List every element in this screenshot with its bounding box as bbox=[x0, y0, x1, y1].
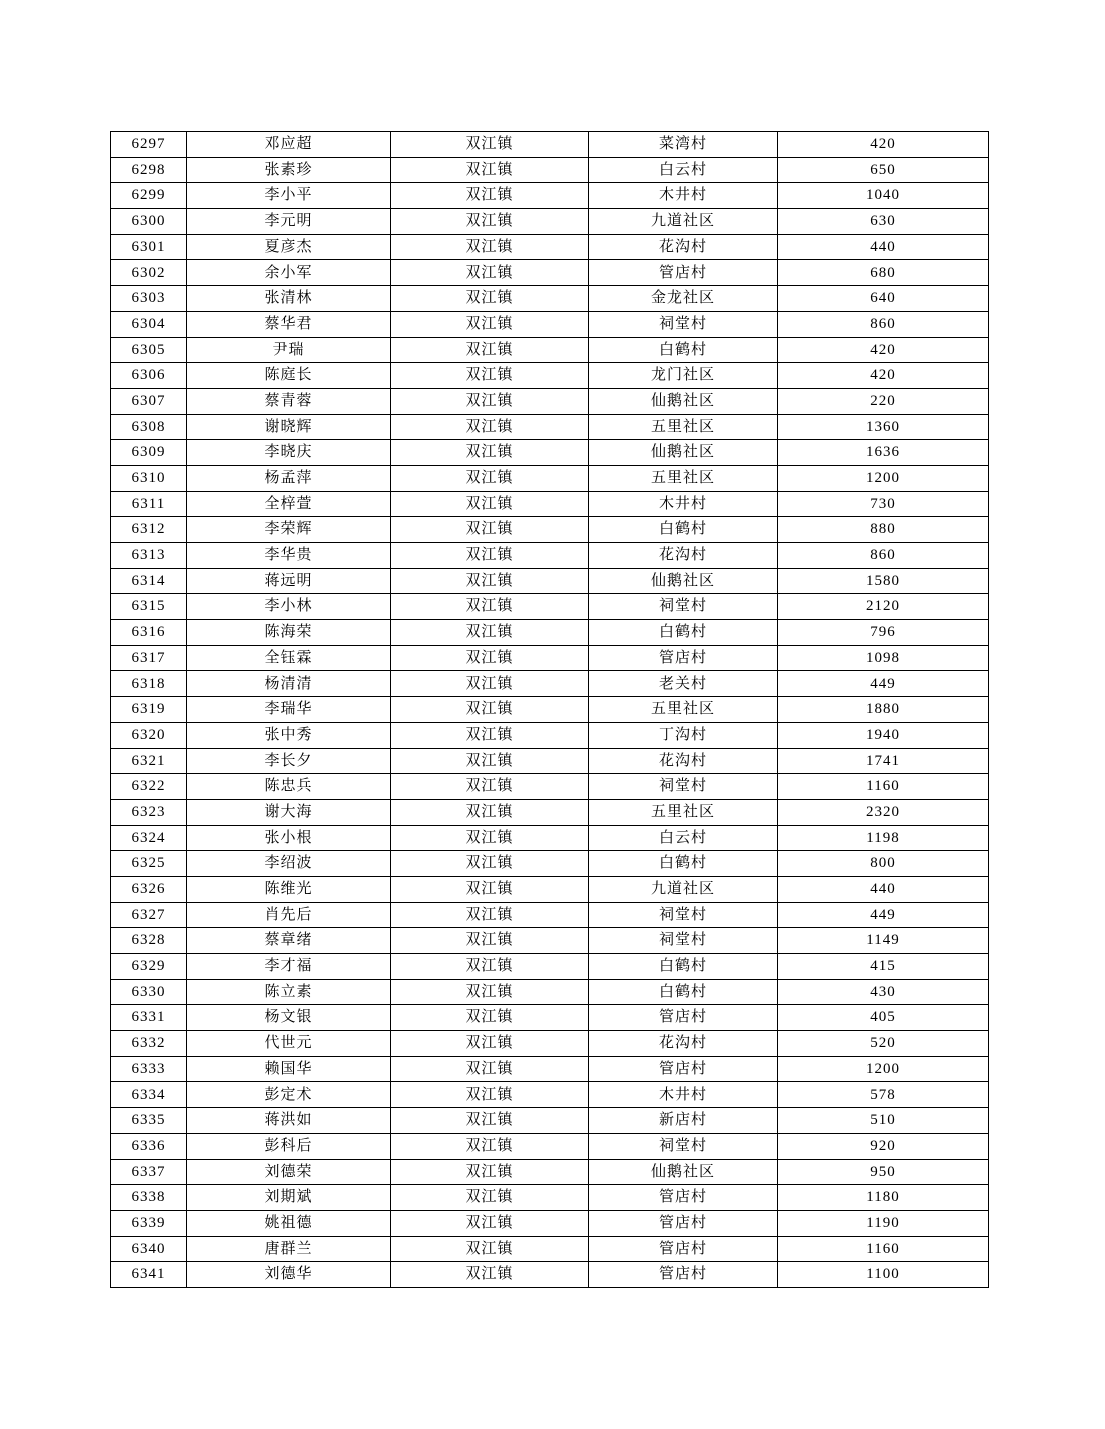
cell-amount: 430 bbox=[778, 979, 989, 1005]
cell-village: 花沟村 bbox=[589, 543, 778, 569]
cell-amount: 796 bbox=[778, 620, 989, 646]
cell-village: 金龙社区 bbox=[589, 286, 778, 312]
cell-town: 双江镇 bbox=[391, 902, 589, 928]
cell-amount: 1636 bbox=[778, 440, 989, 466]
table-row bbox=[111, 594, 989, 620]
cell-village: 丁沟村 bbox=[589, 722, 778, 748]
cell-name: 杨孟萍 bbox=[187, 465, 391, 491]
cell-name: 全钰霖 bbox=[187, 645, 391, 671]
cell-name: 赖国华 bbox=[187, 1056, 391, 1082]
cell-amount: 650 bbox=[778, 157, 989, 183]
cell-village: 祠堂村 bbox=[589, 1133, 778, 1159]
cell-village: 仙鹅社区 bbox=[589, 440, 778, 466]
table-row bbox=[111, 954, 989, 980]
cell-town: 双江镇 bbox=[391, 363, 589, 389]
cell-name: 李华贵 bbox=[187, 543, 391, 569]
table-row bbox=[111, 1262, 989, 1288]
cell-amount: 1360 bbox=[778, 414, 989, 440]
table-row bbox=[111, 1185, 989, 1211]
cell-id: 6338 bbox=[111, 1185, 187, 1211]
table-row bbox=[111, 517, 989, 543]
cell-town: 双江镇 bbox=[391, 851, 589, 877]
cell-village: 白鹤村 bbox=[589, 979, 778, 1005]
cell-id: 6306 bbox=[111, 363, 187, 389]
table-row bbox=[111, 440, 989, 466]
cell-amount: 415 bbox=[778, 954, 989, 980]
cell-id: 6321 bbox=[111, 748, 187, 774]
cell-name: 蔡华君 bbox=[187, 311, 391, 337]
cell-name: 谢晓辉 bbox=[187, 414, 391, 440]
table-row bbox=[111, 311, 989, 337]
cell-name: 李小平 bbox=[187, 183, 391, 209]
cell-village: 祠堂村 bbox=[589, 594, 778, 620]
table-row bbox=[111, 1210, 989, 1236]
roster-table-body bbox=[111, 132, 989, 1288]
cell-name: 张素珍 bbox=[187, 157, 391, 183]
cell-id: 6308 bbox=[111, 414, 187, 440]
cell-id: 6325 bbox=[111, 851, 187, 877]
cell-town: 双江镇 bbox=[391, 645, 589, 671]
cell-id: 6334 bbox=[111, 1082, 187, 1108]
cell-id: 6328 bbox=[111, 928, 187, 954]
cell-town: 双江镇 bbox=[391, 414, 589, 440]
table-row bbox=[111, 1056, 989, 1082]
cell-town: 双江镇 bbox=[391, 311, 589, 337]
cell-village: 仙鹅社区 bbox=[589, 568, 778, 594]
table-row bbox=[111, 1031, 989, 1057]
cell-town: 双江镇 bbox=[391, 1185, 589, 1211]
cell-town: 双江镇 bbox=[391, 1108, 589, 1134]
cell-name: 刘德华 bbox=[187, 1262, 391, 1288]
cell-id: 6316 bbox=[111, 620, 187, 646]
cell-town: 双江镇 bbox=[391, 928, 589, 954]
cell-amount: 1180 bbox=[778, 1185, 989, 1211]
cell-name: 陈忠兵 bbox=[187, 774, 391, 800]
cell-village: 九道社区 bbox=[589, 876, 778, 902]
cell-id: 6307 bbox=[111, 388, 187, 414]
table-row bbox=[111, 748, 989, 774]
cell-village: 管店村 bbox=[589, 1185, 778, 1211]
cell-town: 双江镇 bbox=[391, 234, 589, 260]
cell-name: 李晓庆 bbox=[187, 440, 391, 466]
cell-village: 白鹤村 bbox=[589, 620, 778, 646]
cell-amount: 1040 bbox=[778, 183, 989, 209]
table-row bbox=[111, 491, 989, 517]
cell-id: 6340 bbox=[111, 1236, 187, 1262]
cell-name: 刘德荣 bbox=[187, 1159, 391, 1185]
cell-village: 祠堂村 bbox=[589, 774, 778, 800]
table-row bbox=[111, 286, 989, 312]
cell-id: 6297 bbox=[111, 132, 187, 158]
cell-amount: 860 bbox=[778, 543, 989, 569]
cell-id: 6300 bbox=[111, 209, 187, 235]
cell-amount: 440 bbox=[778, 234, 989, 260]
table-row bbox=[111, 876, 989, 902]
cell-town: 双江镇 bbox=[391, 388, 589, 414]
cell-id: 6304 bbox=[111, 311, 187, 337]
cell-id: 6311 bbox=[111, 491, 187, 517]
cell-town: 双江镇 bbox=[391, 774, 589, 800]
table-row bbox=[111, 1108, 989, 1134]
cell-town: 双江镇 bbox=[391, 209, 589, 235]
cell-town: 双江镇 bbox=[391, 1159, 589, 1185]
table-row bbox=[111, 799, 989, 825]
cell-name: 陈维光 bbox=[187, 876, 391, 902]
cell-town: 双江镇 bbox=[391, 979, 589, 1005]
cell-amount: 520 bbox=[778, 1031, 989, 1057]
cell-amount: 1149 bbox=[778, 928, 989, 954]
cell-name: 蒋洪如 bbox=[187, 1108, 391, 1134]
table-row bbox=[111, 645, 989, 671]
cell-name: 陈庭长 bbox=[187, 363, 391, 389]
cell-village: 管店村 bbox=[589, 1005, 778, 1031]
cell-amount: 2320 bbox=[778, 799, 989, 825]
cell-id: 6298 bbox=[111, 157, 187, 183]
cell-name: 肖先后 bbox=[187, 902, 391, 928]
cell-id: 6333 bbox=[111, 1056, 187, 1082]
cell-id: 6331 bbox=[111, 1005, 187, 1031]
cell-town: 双江镇 bbox=[391, 799, 589, 825]
cell-name: 唐群兰 bbox=[187, 1236, 391, 1262]
cell-village: 木井村 bbox=[589, 491, 778, 517]
cell-village: 老关村 bbox=[589, 671, 778, 697]
cell-village: 管店村 bbox=[589, 1262, 778, 1288]
cell-town: 双江镇 bbox=[391, 286, 589, 312]
cell-amount: 1098 bbox=[778, 645, 989, 671]
cell-id: 6312 bbox=[111, 517, 187, 543]
cell-town: 双江镇 bbox=[391, 337, 589, 363]
cell-amount: 950 bbox=[778, 1159, 989, 1185]
cell-town: 双江镇 bbox=[391, 491, 589, 517]
cell-amount: 630 bbox=[778, 209, 989, 235]
cell-name: 邓应超 bbox=[187, 132, 391, 158]
table-row bbox=[111, 132, 989, 158]
cell-town: 双江镇 bbox=[391, 517, 589, 543]
cell-amount: 420 bbox=[778, 132, 989, 158]
cell-name: 陈立素 bbox=[187, 979, 391, 1005]
cell-name: 张小根 bbox=[187, 825, 391, 851]
cell-amount: 1880 bbox=[778, 697, 989, 723]
table-row bbox=[111, 902, 989, 928]
cell-amount: 640 bbox=[778, 286, 989, 312]
cell-town: 双江镇 bbox=[391, 543, 589, 569]
cell-amount: 420 bbox=[778, 337, 989, 363]
cell-id: 6314 bbox=[111, 568, 187, 594]
cell-village: 祠堂村 bbox=[589, 902, 778, 928]
table-row bbox=[111, 774, 989, 800]
table-row bbox=[111, 1082, 989, 1108]
cell-village: 管店村 bbox=[589, 1056, 778, 1082]
cell-id: 6319 bbox=[111, 697, 187, 723]
cell-village: 新店村 bbox=[589, 1108, 778, 1134]
cell-amount: 730 bbox=[778, 491, 989, 517]
cell-name: 张清林 bbox=[187, 286, 391, 312]
cell-town: 双江镇 bbox=[391, 1031, 589, 1057]
cell-amount: 578 bbox=[778, 1082, 989, 1108]
cell-id: 6305 bbox=[111, 337, 187, 363]
cell-town: 双江镇 bbox=[391, 260, 589, 286]
cell-village: 管店村 bbox=[589, 1236, 778, 1262]
cell-name: 李元明 bbox=[187, 209, 391, 235]
cell-town: 双江镇 bbox=[391, 1056, 589, 1082]
cell-name: 李荣辉 bbox=[187, 517, 391, 543]
table-row bbox=[111, 979, 989, 1005]
cell-town: 双江镇 bbox=[391, 825, 589, 851]
table-row bbox=[111, 157, 989, 183]
cell-name: 全梓萱 bbox=[187, 491, 391, 517]
cell-name: 谢大海 bbox=[187, 799, 391, 825]
cell-amount: 920 bbox=[778, 1133, 989, 1159]
cell-amount: 2120 bbox=[778, 594, 989, 620]
cell-amount: 680 bbox=[778, 260, 989, 286]
cell-id: 6332 bbox=[111, 1031, 187, 1057]
cell-name: 夏彦杰 bbox=[187, 234, 391, 260]
cell-id: 6326 bbox=[111, 876, 187, 902]
cell-amount: 1200 bbox=[778, 465, 989, 491]
cell-id: 6301 bbox=[111, 234, 187, 260]
cell-amount: 405 bbox=[778, 1005, 989, 1031]
cell-amount: 1100 bbox=[778, 1262, 989, 1288]
cell-id: 6302 bbox=[111, 260, 187, 286]
cell-name: 李瑞华 bbox=[187, 697, 391, 723]
cell-id: 6303 bbox=[111, 286, 187, 312]
cell-id: 6341 bbox=[111, 1262, 187, 1288]
cell-town: 双江镇 bbox=[391, 1133, 589, 1159]
table-row bbox=[111, 1236, 989, 1262]
cell-name: 蒋远明 bbox=[187, 568, 391, 594]
cell-name: 杨清清 bbox=[187, 671, 391, 697]
table-row bbox=[111, 722, 989, 748]
cell-village: 祠堂村 bbox=[589, 928, 778, 954]
table-row bbox=[111, 697, 989, 723]
cell-town: 双江镇 bbox=[391, 132, 589, 158]
cell-name: 李长夕 bbox=[187, 748, 391, 774]
cell-town: 双江镇 bbox=[391, 954, 589, 980]
cell-id: 6323 bbox=[111, 799, 187, 825]
cell-town: 双江镇 bbox=[391, 722, 589, 748]
cell-town: 双江镇 bbox=[391, 465, 589, 491]
table-row bbox=[111, 1005, 989, 1031]
cell-amount: 1741 bbox=[778, 748, 989, 774]
cell-town: 双江镇 bbox=[391, 1262, 589, 1288]
cell-amount: 510 bbox=[778, 1108, 989, 1134]
cell-town: 双江镇 bbox=[391, 671, 589, 697]
cell-village: 龙门社区 bbox=[589, 363, 778, 389]
table-row bbox=[111, 851, 989, 877]
cell-amount: 880 bbox=[778, 517, 989, 543]
cell-village: 祠堂村 bbox=[589, 311, 778, 337]
cell-village: 木井村 bbox=[589, 1082, 778, 1108]
cell-id: 6327 bbox=[111, 902, 187, 928]
cell-amount: 449 bbox=[778, 902, 989, 928]
cell-village: 五里社区 bbox=[589, 414, 778, 440]
cell-id: 6315 bbox=[111, 594, 187, 620]
cell-amount: 1190 bbox=[778, 1210, 989, 1236]
cell-town: 双江镇 bbox=[391, 157, 589, 183]
table-row bbox=[111, 825, 989, 851]
cell-village: 白鹤村 bbox=[589, 954, 778, 980]
roster-table bbox=[110, 131, 989, 1288]
cell-village: 白云村 bbox=[589, 825, 778, 851]
table-row bbox=[111, 543, 989, 569]
cell-name: 杨文银 bbox=[187, 1005, 391, 1031]
table-row bbox=[111, 337, 989, 363]
cell-village: 花沟村 bbox=[589, 1031, 778, 1057]
table-row bbox=[111, 1133, 989, 1159]
cell-name: 刘期斌 bbox=[187, 1185, 391, 1211]
cell-village: 花沟村 bbox=[589, 234, 778, 260]
table-row bbox=[111, 234, 989, 260]
cell-name: 陈海荣 bbox=[187, 620, 391, 646]
table-row bbox=[111, 414, 989, 440]
cell-amount: 1160 bbox=[778, 774, 989, 800]
cell-village: 白鹤村 bbox=[589, 851, 778, 877]
cell-id: 6317 bbox=[111, 645, 187, 671]
cell-id: 6318 bbox=[111, 671, 187, 697]
cell-town: 双江镇 bbox=[391, 876, 589, 902]
cell-name: 彭定术 bbox=[187, 1082, 391, 1108]
cell-amount: 440 bbox=[778, 876, 989, 902]
table-row bbox=[111, 671, 989, 697]
cell-name: 代世元 bbox=[187, 1031, 391, 1057]
cell-name: 蔡青蓉 bbox=[187, 388, 391, 414]
cell-village: 九道社区 bbox=[589, 209, 778, 235]
cell-town: 双江镇 bbox=[391, 697, 589, 723]
cell-village: 管店村 bbox=[589, 1210, 778, 1236]
cell-id: 6330 bbox=[111, 979, 187, 1005]
cell-amount: 1580 bbox=[778, 568, 989, 594]
cell-name: 彭科后 bbox=[187, 1133, 391, 1159]
table-row bbox=[111, 363, 989, 389]
cell-name: 尹瑞 bbox=[187, 337, 391, 363]
cell-village: 白鹤村 bbox=[589, 517, 778, 543]
cell-town: 双江镇 bbox=[391, 183, 589, 209]
cell-name: 李绍波 bbox=[187, 851, 391, 877]
cell-town: 双江镇 bbox=[391, 748, 589, 774]
cell-village: 菜湾村 bbox=[589, 132, 778, 158]
table-row bbox=[111, 568, 989, 594]
table-row bbox=[111, 620, 989, 646]
cell-id: 6310 bbox=[111, 465, 187, 491]
cell-village: 白鹤村 bbox=[589, 337, 778, 363]
cell-town: 双江镇 bbox=[391, 1236, 589, 1262]
cell-id: 6299 bbox=[111, 183, 187, 209]
cell-id: 6324 bbox=[111, 825, 187, 851]
cell-village: 木井村 bbox=[589, 183, 778, 209]
cell-name: 余小军 bbox=[187, 260, 391, 286]
cell-town: 双江镇 bbox=[391, 1005, 589, 1031]
cell-village: 管店村 bbox=[589, 645, 778, 671]
cell-name: 张中秀 bbox=[187, 722, 391, 748]
cell-village: 花沟村 bbox=[589, 748, 778, 774]
cell-id: 6309 bbox=[111, 440, 187, 466]
cell-village: 仙鹅社区 bbox=[589, 1159, 778, 1185]
cell-id: 6339 bbox=[111, 1210, 187, 1236]
cell-village: 仙鹅社区 bbox=[589, 388, 778, 414]
table-row bbox=[111, 388, 989, 414]
cell-village: 五里社区 bbox=[589, 465, 778, 491]
cell-id: 6313 bbox=[111, 543, 187, 569]
cell-name: 李才福 bbox=[187, 954, 391, 980]
cell-id: 6320 bbox=[111, 722, 187, 748]
cell-amount: 449 bbox=[778, 671, 989, 697]
cell-amount: 420 bbox=[778, 363, 989, 389]
cell-id: 6337 bbox=[111, 1159, 187, 1185]
cell-amount: 800 bbox=[778, 851, 989, 877]
cell-name: 李小林 bbox=[187, 594, 391, 620]
cell-town: 双江镇 bbox=[391, 1082, 589, 1108]
cell-amount: 860 bbox=[778, 311, 989, 337]
cell-amount: 1160 bbox=[778, 1236, 989, 1262]
cell-id: 6322 bbox=[111, 774, 187, 800]
cell-town: 双江镇 bbox=[391, 568, 589, 594]
table-row bbox=[111, 1159, 989, 1185]
cell-village: 白云村 bbox=[589, 157, 778, 183]
cell-village: 管店村 bbox=[589, 260, 778, 286]
cell-town: 双江镇 bbox=[391, 594, 589, 620]
table-row bbox=[111, 465, 989, 491]
cell-town: 双江镇 bbox=[391, 620, 589, 646]
cell-id: 6335 bbox=[111, 1108, 187, 1134]
cell-amount: 1198 bbox=[778, 825, 989, 851]
cell-village: 五里社区 bbox=[589, 697, 778, 723]
table-row bbox=[111, 928, 989, 954]
cell-amount: 1940 bbox=[778, 722, 989, 748]
cell-town: 双江镇 bbox=[391, 1210, 589, 1236]
cell-id: 6329 bbox=[111, 954, 187, 980]
cell-village: 五里社区 bbox=[589, 799, 778, 825]
cell-name: 姚祖德 bbox=[187, 1210, 391, 1236]
table-row bbox=[111, 209, 989, 235]
cell-id: 6336 bbox=[111, 1133, 187, 1159]
cell-amount: 220 bbox=[778, 388, 989, 414]
cell-name: 蔡章绪 bbox=[187, 928, 391, 954]
cell-town: 双江镇 bbox=[391, 440, 589, 466]
table-row bbox=[111, 183, 989, 209]
table-row bbox=[111, 260, 989, 286]
cell-amount: 1200 bbox=[778, 1056, 989, 1082]
